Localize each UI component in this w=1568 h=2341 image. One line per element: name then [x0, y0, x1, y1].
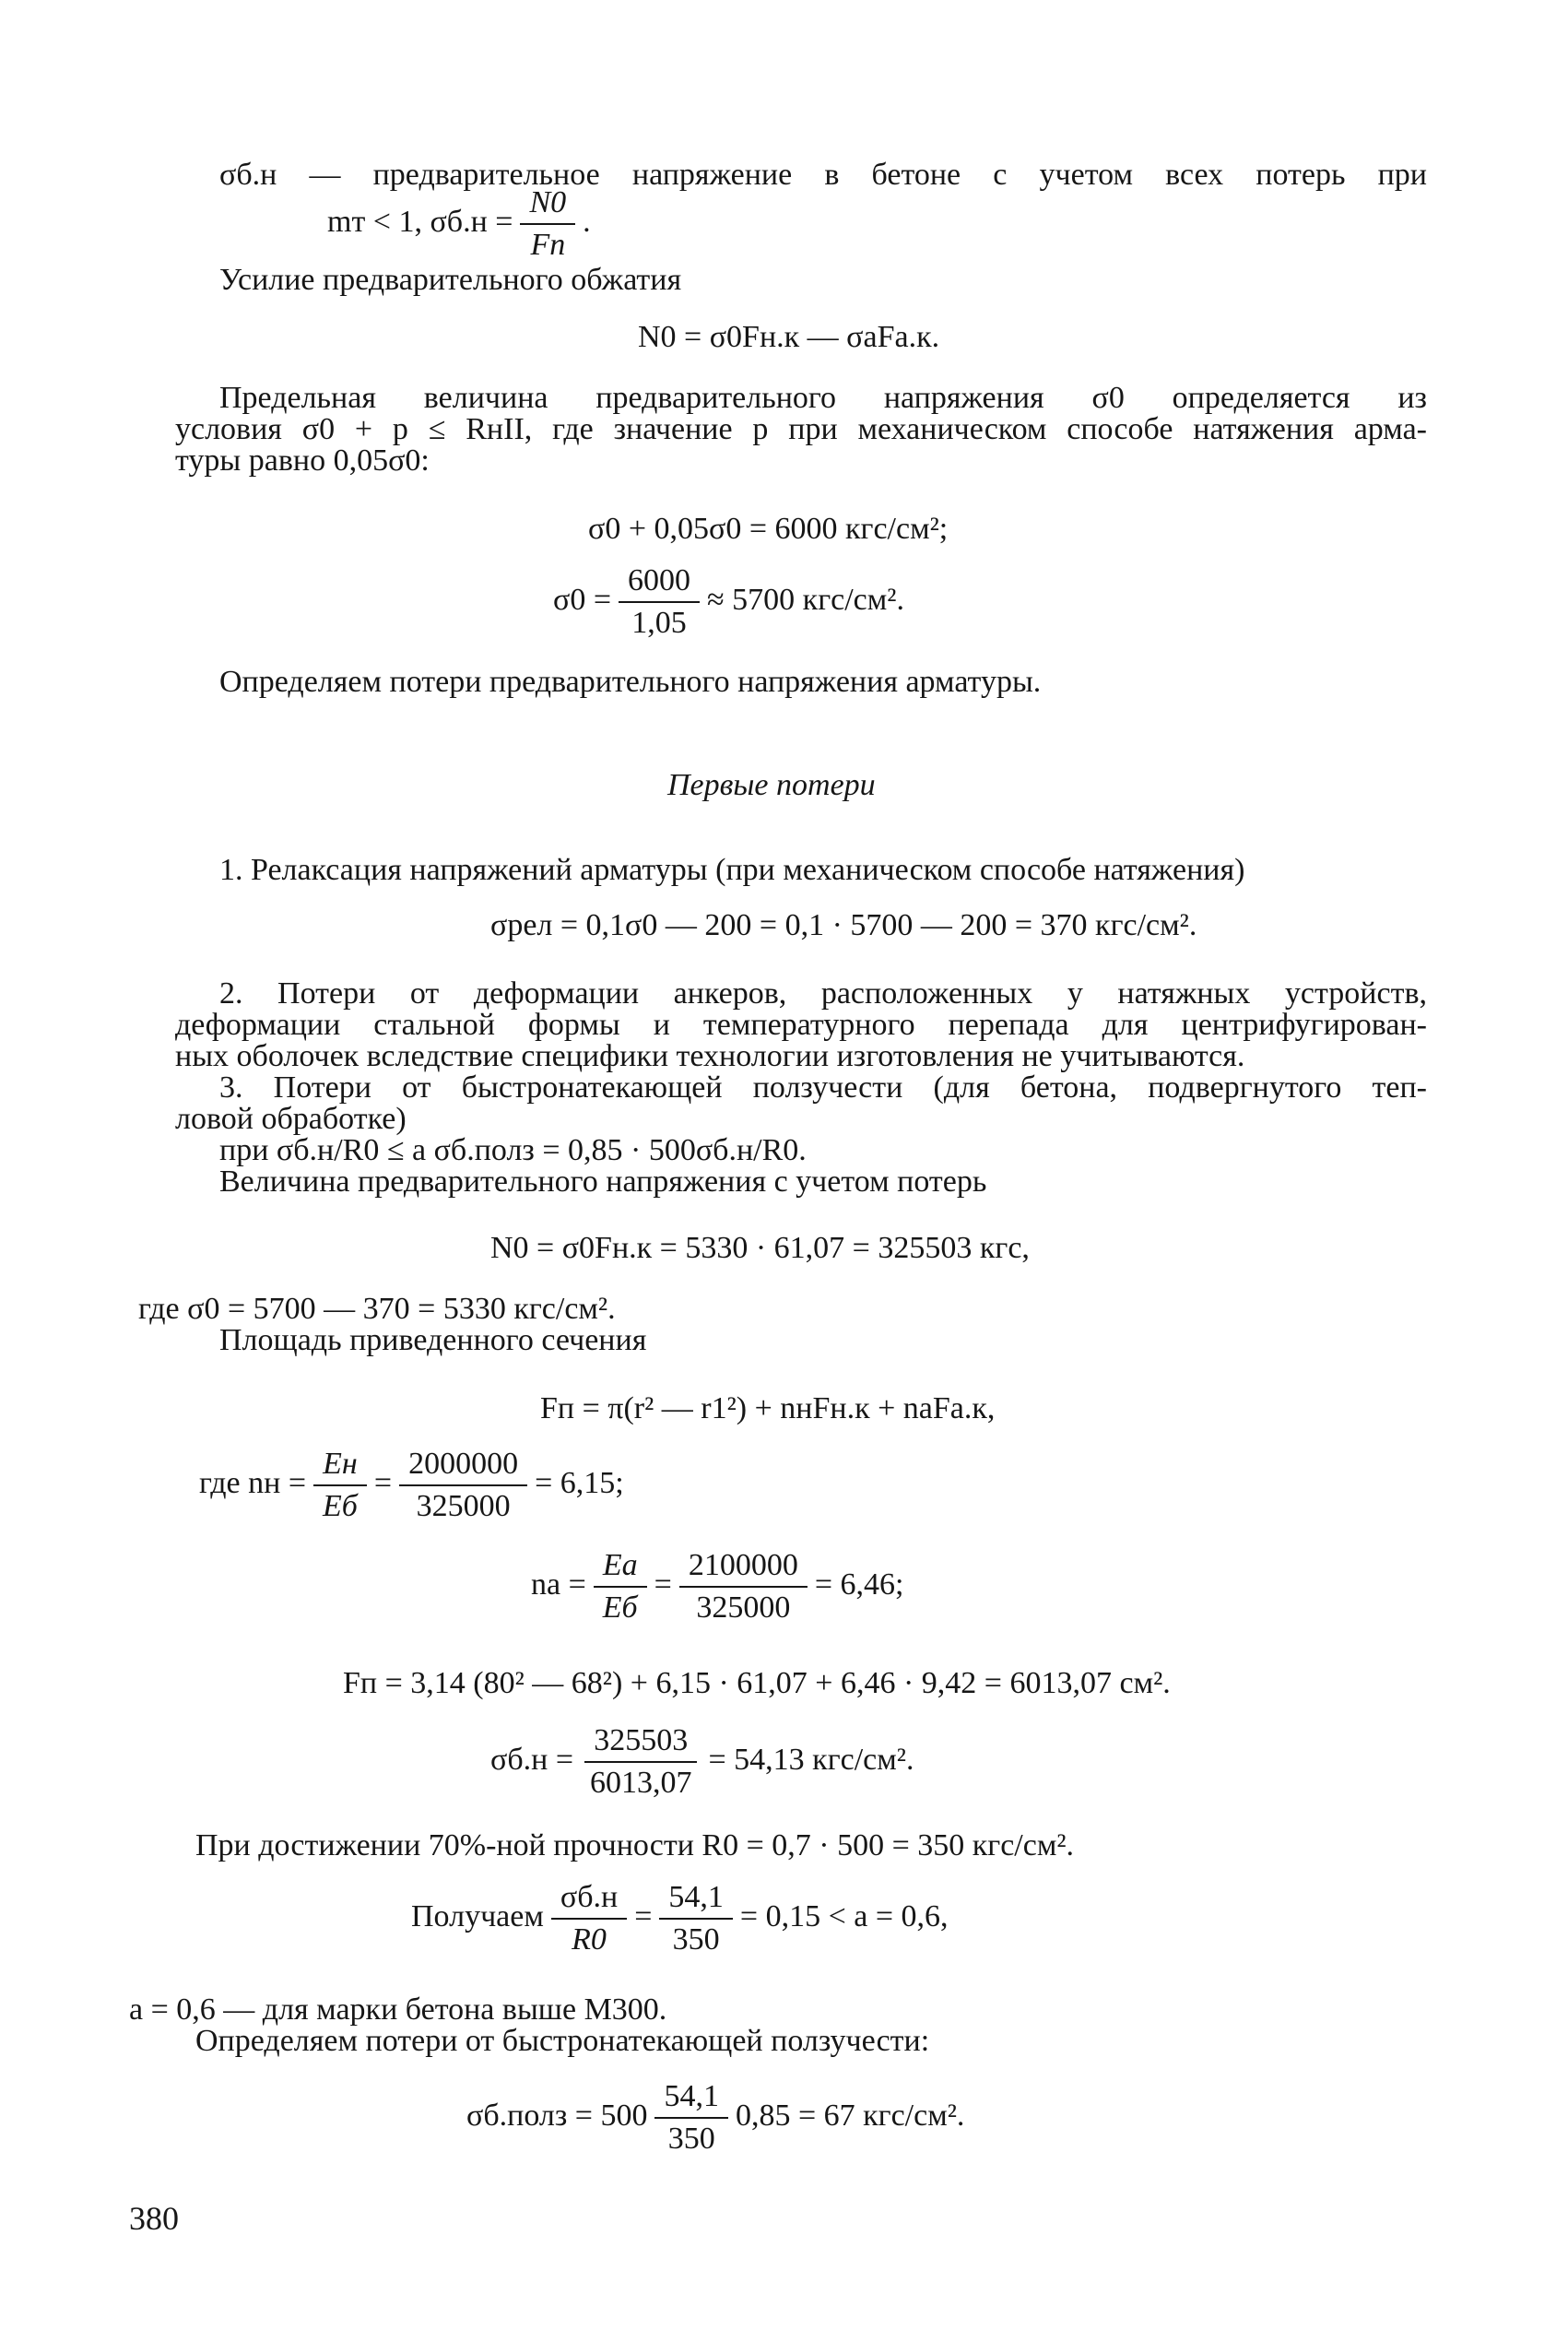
text-line: При достижении 70%-ной прочности R0 = 0,7 · 500 = 350 кгс/см².	[195, 1828, 1075, 1862]
fraction: $\frac{Eн}{Eб}$	[313, 1446, 367, 1525]
fraction: $\frac{2000000}{325000}$	[399, 1446, 527, 1525]
text-line: при σб.н/R0 ≤ a σб.полз = 0,85 · 500σб.н/R0.	[219, 1133, 807, 1167]
formula-line: σ0 = $\frac{6000}{1,05}$ ≈ 5700 кгс/см².	[553, 563, 904, 640]
text-line: Предельная величина предварительного напряжения σ0 определяется из	[219, 381, 1427, 415]
formula-line: Получаем $\frac{\sigma б.н}{R0}$ = $\frac{54,1}{350}$ = 0,15 < a = 0,6,	[411, 1880, 949, 1957]
page-number: 380	[129, 2200, 179, 2237]
text-line: 3. Потери от быстронатекающей ползучести (для бетона, подвергнутого теп-	[219, 1070, 1427, 1105]
fraction: $\frac{54,1}{350}$	[659, 1879, 733, 1958]
formula-line: na = $\frac{Ea}{Eб}$ = $\frac{2100000}{325000}$ = 6,46;	[531, 1548, 904, 1625]
fraction: $\frac{2100000}{325000}$	[679, 1547, 808, 1626]
formula-line: Fп = 3,14 (80² — 68²) + 6,15 · 61,07 + 6,46 · 9,42 = 6013,07 см².	[343, 1666, 1171, 1700]
text-line: ных оболочек вследствие специфики технологии изготовления не учитываются.	[175, 1039, 1245, 1073]
fraction: $\frac{\sigma б.н}{R0}$	[551, 1879, 627, 1958]
formula-line: mт < 1, σб.н = $\frac{N0}{Fп}$ .	[327, 185, 591, 262]
formula-line: Fп = π(r² — r1²) + nнFн.к + naFа.к,	[540, 1391, 996, 1425]
text-line: ловой обработке)	[175, 1102, 407, 1136]
text-line: туры равно 0,05σ0:	[175, 443, 430, 478]
text-line: Величина предварительного напряжения с учетом потерь	[219, 1165, 987, 1199]
text-line: 2. Потери от деформации анкеров, расположенных у натяжных устройств,	[219, 976, 1427, 1011]
text-line: где σ0 = 5700 — 370 = 5330 кгс/см².	[138, 1292, 616, 1326]
text-line: σб.н — предварительное напряжение в бетоне с учетом всех потерь при	[219, 158, 1427, 192]
fraction: $\frac{N0}{Fп}$	[520, 184, 575, 264]
text-line: Определяем потери предварительного напряжения арматуры.	[219, 665, 1042, 699]
fraction: $\frac{325503}{6013,07}$	[581, 1722, 701, 1802]
formula-line: σб.н = $\frac{325503}{6013,07}$ = 54,13 кгс/см².	[490, 1723, 914, 1800]
fraction: $\frac{Ea}{Eб}$	[594, 1547, 647, 1626]
text-line: условия σ0 + p ≤ RнII, где значение p при механическом способе натяжения арма-	[175, 412, 1427, 446]
formula-line: где nн = $\frac{Eн}{Eб}$ = $\frac{2000000}{325000}$ = 6,15;	[199, 1447, 624, 1523]
text-line: Площадь приведенного сечения	[219, 1323, 647, 1357]
formula-line: N0 = σ0Fн.к = 5330 · 61,07 = 325503 кгс,	[490, 1231, 1030, 1265]
text-line: Усилие предварительного обжатия	[219, 263, 682, 297]
fraction: $\frac{54,1}{350}$	[654, 2078, 728, 2158]
text-line: a = 0,6 — для марки бетона выше М300.	[129, 1992, 667, 2027]
text-line: 1. Релаксация напряжений арматуры (при механическом способе натяжения)	[219, 853, 1245, 887]
formula-line: σб.полз = 500 $\frac{54,1}{350}$ 0,85 = 67 кгс/см².	[466, 2079, 965, 2156]
text-line: Определяем потери от быстронатекающей ползучести:	[195, 2024, 930, 2058]
formula-line: N0 = σ0Fн.к — σaFа.к.	[638, 320, 940, 354]
section-heading: Первые потери	[667, 768, 876, 802]
formula-line: σрел = 0,1σ0 — 200 = 0,1 · 5700 — 200 = 370 кгс/см².	[490, 908, 1197, 942]
fraction: $\frac{6000}{1,05}$	[619, 562, 700, 642]
formula-line: σ0 + 0,05σ0 = 6000 кгс/см²;	[588, 512, 949, 546]
text-line: деформации стальной формы и температурного перепада для центрифугирован-	[175, 1008, 1427, 1042]
